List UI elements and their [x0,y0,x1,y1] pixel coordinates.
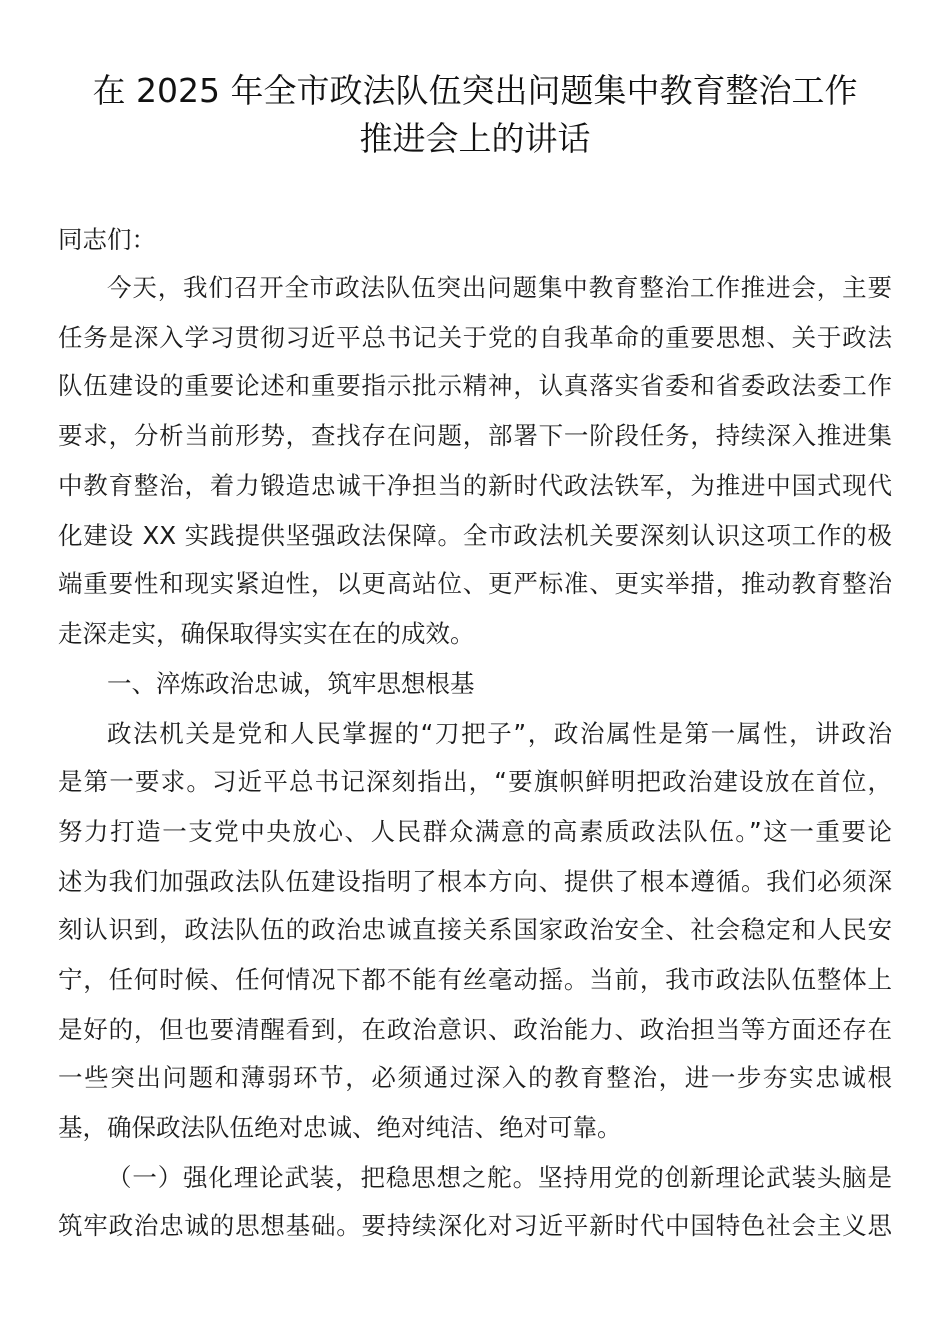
paragraph-line: 今天，我们召开全市政法队伍突出问题集中教育整治工作推进会，主要 [107,273,892,302]
paragraph-line: 要求，分析当前形势，查找存在问题，部署下一阶段任务，持续深入推进集 [58,421,892,450]
paragraph-line: 走深走实，确保取得实实在在的成效。 [58,619,475,648]
paragraph-line: 中教育整治，着力锻造忠诚干净担当的新时代政法铁军，为推进中国式现代 [58,471,892,500]
paragraph-line: 是好的，但也要清醒看到，在政治意识、政治能力、政治担当等方面还存在 [58,1015,892,1044]
paragraph-line: 化建设 XX 实践提供坚强政法保障。全市政法机关要深刻认识这项工作的极 [58,521,892,550]
paragraph-line: 任务是深入学习贯彻习近平总书记关于党的自我革命的重要思想、关于政法 [58,323,892,352]
document-title-line-1: 在 2025 年全市政法队伍突出问题集中教育整治工作 [92,71,858,110]
section-heading: 一、淬炼政治忠诚，筑牢思想根基 [107,669,475,698]
paragraph-line: 述为我们加强政法队伍建设指明了根本方向、提供了根本遵循。我们必须深 [58,867,892,896]
paragraph-line: 筑牢政治忠诚的思想基础。要持续深化对习近平新时代中国特色社会主义思 [58,1211,892,1240]
paragraph-line: 宁，任何时候、任何情况下都不能有丝毫动摇。当前，我市政法队伍整体上 [58,965,892,994]
paragraph-line: 刻认识到，政法队伍的政治忠诚直接关系国家政治安全、社会稳定和人民安 [58,915,892,944]
paragraph-line: 队伍建设的重要论述和重要指示批示精神，认真落实省委和省委政法委工作 [58,371,892,400]
salutation: 同志们： [58,225,156,254]
paragraph-line: 基，确保政法队伍绝对忠诚、绝对纯洁、绝对可靠。 [58,1113,622,1142]
paragraph-line: 一些突出问题和薄弱环节，必须通过深入的教育整治，进一步夯实忠诚根 [58,1063,892,1092]
paragraph-line: 端重要性和现实紧迫性，以更高站位、更严标准、更实举措，推动教育整治 [58,569,892,598]
paragraph-line: 政法机关是党和人民掌握的“刀把子”，政治属性是第一属性，讲政治 [107,719,892,748]
paragraph-line: （一）强化理论武装，把稳思想之舵。坚持用党的创新理论武装头脑是 [107,1163,892,1192]
paragraph-line: 努力打造一支党中央放心、人民群众满意的高素质政法队伍。”这一重要论 [58,817,892,846]
paragraph-line: 是第一要求。习近平总书记深刻指出，“要旗帜鲜明把政治建设放在首位， [58,767,892,796]
document-title-line-2: 推进会上的讲话 [359,119,591,158]
